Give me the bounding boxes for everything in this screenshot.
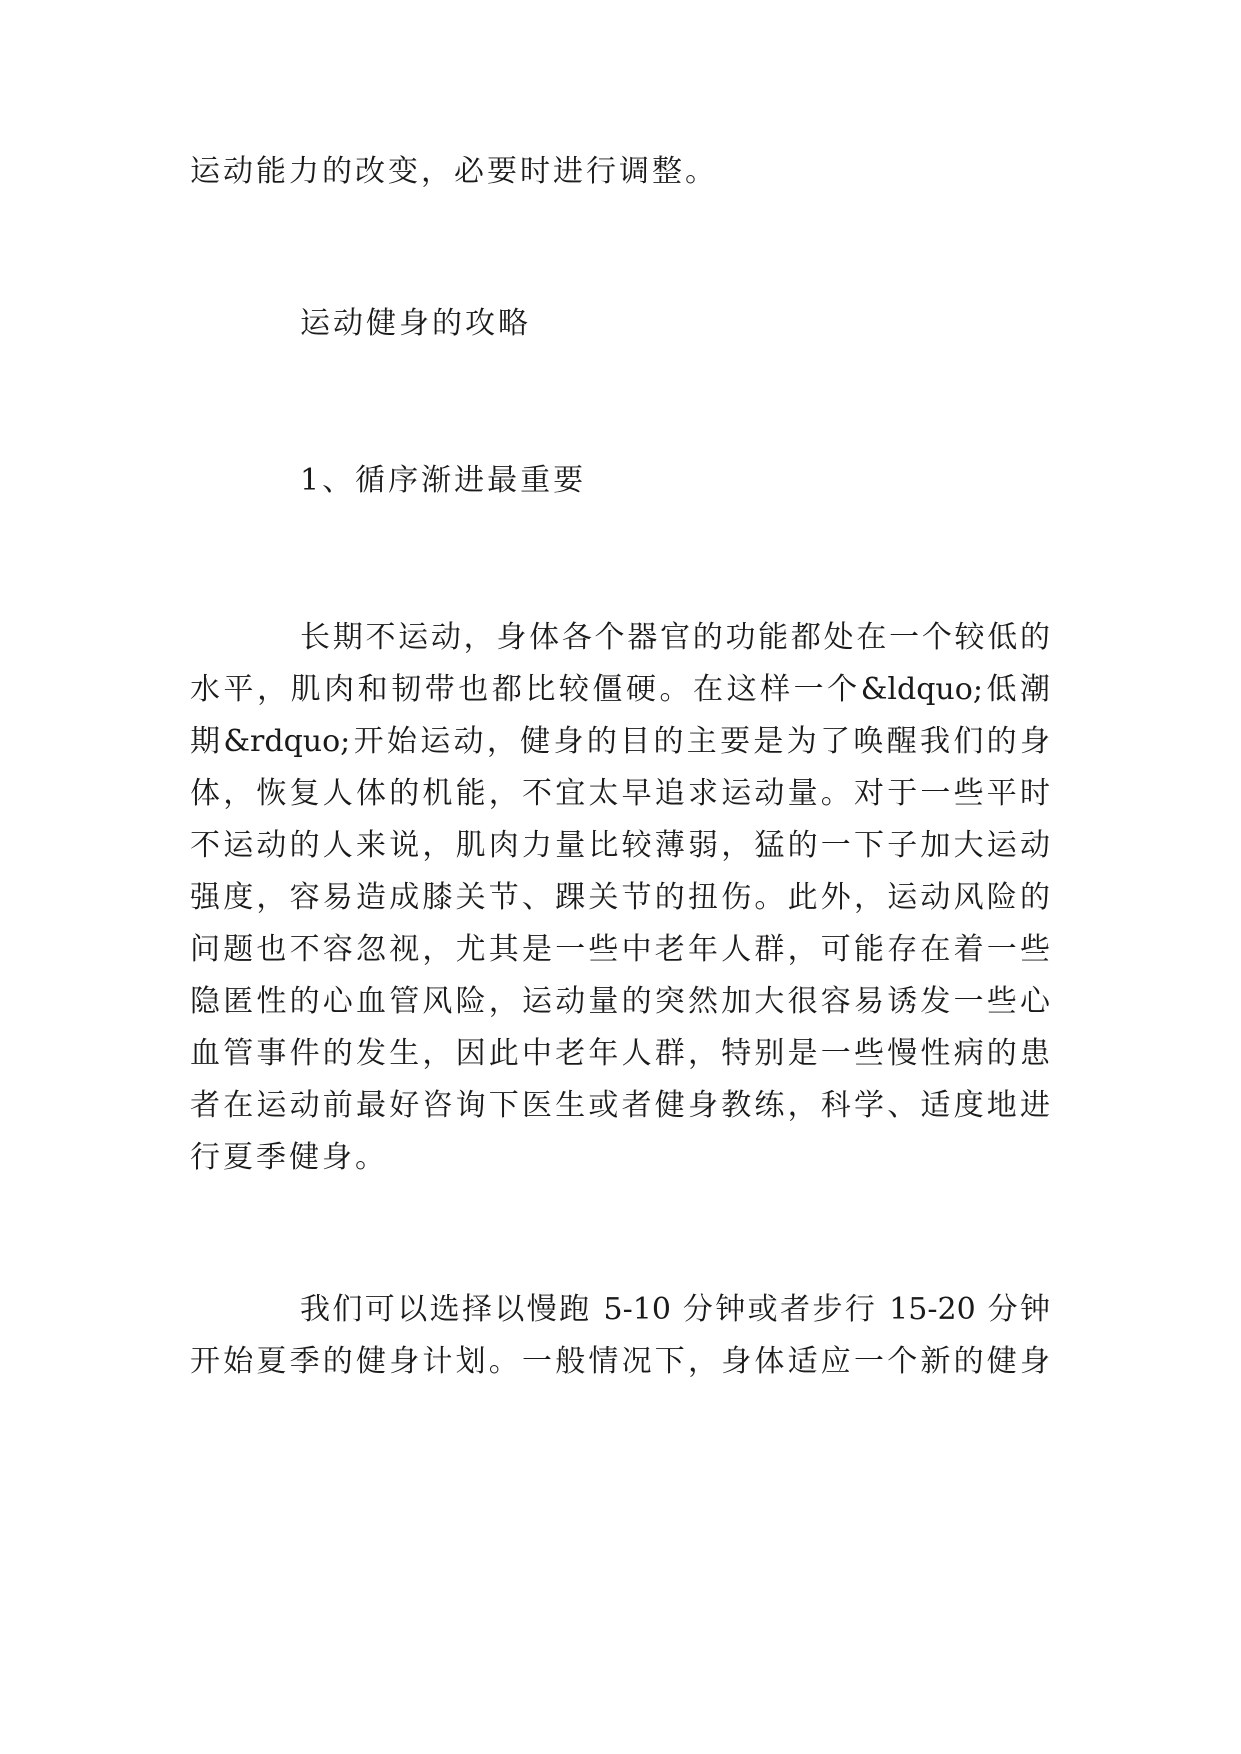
paragraph-1-line-4: 体，恢复人体的机能，不宜太早追求运动量。对于一些平时 — [190, 776, 1050, 811]
paragraph-1-line-1: 长期不运动，身体各个器官的功能都处在一个较低的 — [300, 620, 1050, 655]
paragraph-1-line-10: 者在运动前最好咨询下医生或者健身教练，科学、适度地进 — [190, 1088, 1050, 1123]
subsection-heading: 1、循序渐进最重要 — [300, 463, 587, 498]
paragraph-1-line-5: 不运动的人来说，肌肉力量比较薄弱，猛的一下子加大运动 — [190, 828, 1050, 863]
paragraph-1-line-7: 问题也不容忽视，尤其是一些中老年人群，可能存在着一些 — [190, 932, 1050, 967]
paragraph-2-line-1: 我们可以选择以慢跑 5-10 分钟或者步行 15-20 分钟 — [300, 1292, 1050, 1327]
paragraph-2-line-2: 开始夏季的健身计划。一般情况下，身体适应一个新的健身 — [190, 1344, 1050, 1379]
paragraph-1-line-3: 期&rdquo;开始运动，健身的目的主要是为了唤醒我们的身 — [190, 724, 1050, 759]
paragraph-continuation-line: 运动能力的改变，必要时进行调整。 — [190, 154, 718, 189]
paragraph-1-line-6: 强度，容易造成膝关节、踝关节的扭伤。此外，运动风险的 — [190, 880, 1050, 915]
paragraph-1-line-8: 隐匿性的心血管风险，运动量的突然加大很容易诱发一些心 — [190, 984, 1050, 1019]
paragraph-1-line-9: 血管事件的发生，因此中老年人群，特别是一些慢性病的患 — [190, 1036, 1050, 1071]
section-heading: 运动健身的攻略 — [300, 306, 531, 341]
paragraph-1-line-2: 水平，肌肉和韧带也都比较僵硬。在这样一个&ldquo;低潮 — [190, 672, 1050, 707]
paragraph-1-line-11: 行夏季健身。 — [190, 1140, 388, 1175]
